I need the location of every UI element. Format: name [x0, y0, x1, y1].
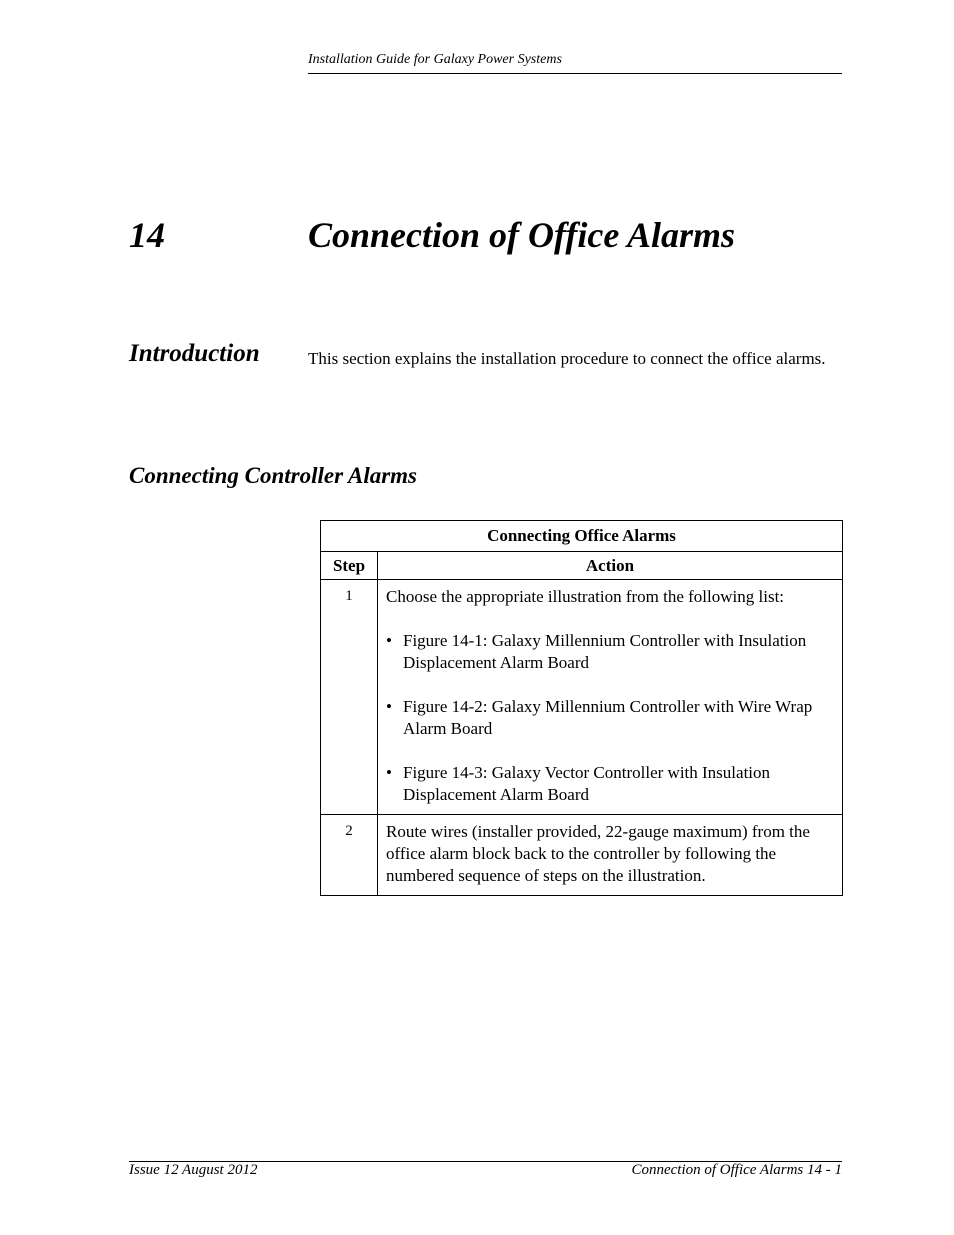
procedure-table [320, 520, 843, 896]
list-item-text: Figure 14-2: Galaxy Millennium Controller with Wire Wrap Alarm Board [403, 697, 813, 738]
table-row [321, 815, 843, 896]
running-header: Installation Guide for Galaxy Power Systems [308, 52, 562, 67]
step-number: 1 [321, 580, 378, 815]
introduction-text: This section explains the installation procedure to connect the office alarms. [308, 349, 826, 368]
bullet-icon: • [386, 763, 392, 782]
action-text: Choose the appropriate illustration from the following list: [386, 587, 785, 606]
action-cell [378, 580, 843, 815]
figure-list [386, 630, 834, 806]
list-item-text: Figure 14-1: Galaxy Millennium Controller with Insulation Displacement Alarm Board [403, 631, 807, 672]
footer-page-label: Connection of Office Alarms 14 - 1 [631, 1162, 842, 1178]
action-cell [378, 815, 843, 896]
step-number: 2 [321, 815, 378, 896]
bullet-icon: • [386, 631, 392, 650]
column-header-action: Action [378, 552, 843, 580]
table-header-row [321, 552, 843, 580]
table-caption-row [321, 521, 843, 552]
list-item [386, 762, 834, 806]
header-rule [308, 73, 842, 74]
table-row [321, 580, 843, 815]
bullet-icon: • [386, 697, 392, 716]
section-heading: Connecting Controller Alarms [129, 463, 417, 488]
list-item-text: Figure 14-3: Galaxy Vector Controller with Insulation Displacement Alarm Board [403, 763, 771, 804]
introduction-heading: Introduction [129, 340, 260, 367]
list-item [386, 630, 834, 674]
list-item [386, 696, 834, 740]
footer-issue: Issue 12 August 2012 [129, 1162, 258, 1178]
chapter-number: 14 [129, 215, 165, 255]
table-caption: Connecting Office Alarms [321, 521, 843, 552]
chapter-title: Connection of Office Alarms [308, 215, 736, 255]
column-header-step: Step [321, 552, 378, 580]
action-text: Route wires (installer provided, 22-gauge maximum) from the office alarm block back to the controller by following the numbered sequence of steps on the illustration. [386, 822, 810, 885]
